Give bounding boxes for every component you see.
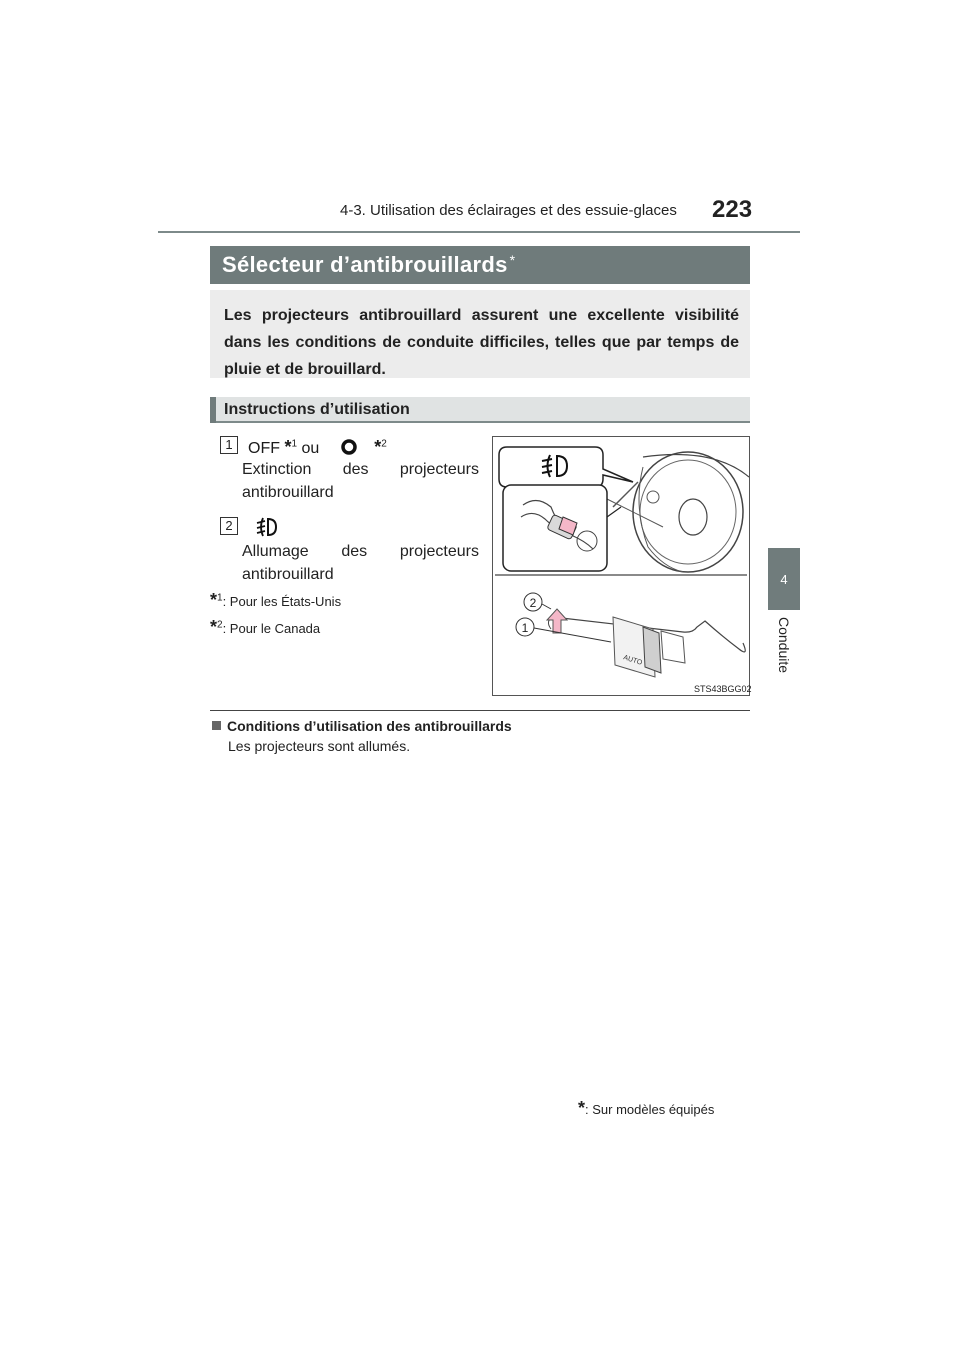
conditions-heading-text: Conditions d’utilisation des antibrouillards: [227, 718, 512, 734]
footnote-usa: [210, 590, 341, 611]
footnote-text: : Sur modèles équipés: [585, 1102, 715, 1117]
section-title: 4-3. Utilisation des éclairages et des essuie-glaces: [340, 202, 677, 219]
star-mark-2: *: [374, 437, 382, 457]
illustration-code: STS43BGG02: [694, 684, 752, 694]
footnote-canada: [210, 617, 320, 638]
footnote-star: *: [578, 1098, 586, 1118]
intro-text: Les projecteurs antibrouillard assurent une excellente visibilité dans les conditions de conduite difficiles, telles que par temps de pluie et de brouillard.: [224, 307, 739, 378]
star-mark: *: [284, 437, 292, 457]
header-rule: [158, 231, 800, 233]
step-1-desc-line2: antibrouillard: [242, 484, 334, 501]
page-footnote: [578, 1098, 714, 1119]
step-2-desc-line2: antibrouillard: [242, 566, 334, 583]
subheading-accent: [210, 397, 216, 423]
fn1-ref: 1: [217, 592, 223, 604]
chapter-number: 4: [780, 572, 788, 587]
ref-1: 1: [291, 438, 298, 450]
page-title-text: Sélecteur d’antibrouillards: [222, 252, 508, 277]
off-label: OFF: [248, 440, 280, 457]
step-1-desc-line1: Extinction des projecteurs: [242, 461, 479, 478]
fog-light-icon: [254, 516, 280, 538]
ref-2: 2: [381, 438, 387, 450]
fn2-star: *: [210, 617, 218, 637]
step-1-heading: [248, 437, 387, 458]
fn1-text: : Pour les États-Unis: [222, 594, 342, 609]
title-star: *: [509, 252, 516, 268]
page-number: 223: [712, 196, 753, 223]
conditions-heading: [212, 718, 512, 734]
square-bullet-icon: [212, 721, 221, 730]
subheading: Instructions d’utilisation: [224, 401, 410, 418]
page-title: [222, 252, 515, 278]
fn2-text: : Pour le Canada: [222, 621, 321, 636]
step-2-desc-line1: Allumage des projecteurs: [242, 543, 479, 560]
or-word: ou: [301, 440, 320, 457]
section-rule: [210, 710, 750, 711]
auto-label: AUTO: [622, 654, 643, 667]
fn1-star: *: [210, 590, 218, 610]
illustration: [492, 436, 750, 696]
light-off-icon: [338, 438, 360, 456]
conditions-body: Les projecteurs sont allumés.: [228, 738, 411, 754]
illustration-drawing: [493, 437, 749, 695]
callout-2: 2: [529, 596, 537, 610]
callout-1: 1: [521, 621, 529, 635]
step-2-number: 2: [220, 517, 238, 535]
chapter-label-text: Conduite: [776, 616, 792, 674]
step-1-number: 1: [220, 436, 238, 454]
fn2-ref: 2: [217, 619, 223, 631]
